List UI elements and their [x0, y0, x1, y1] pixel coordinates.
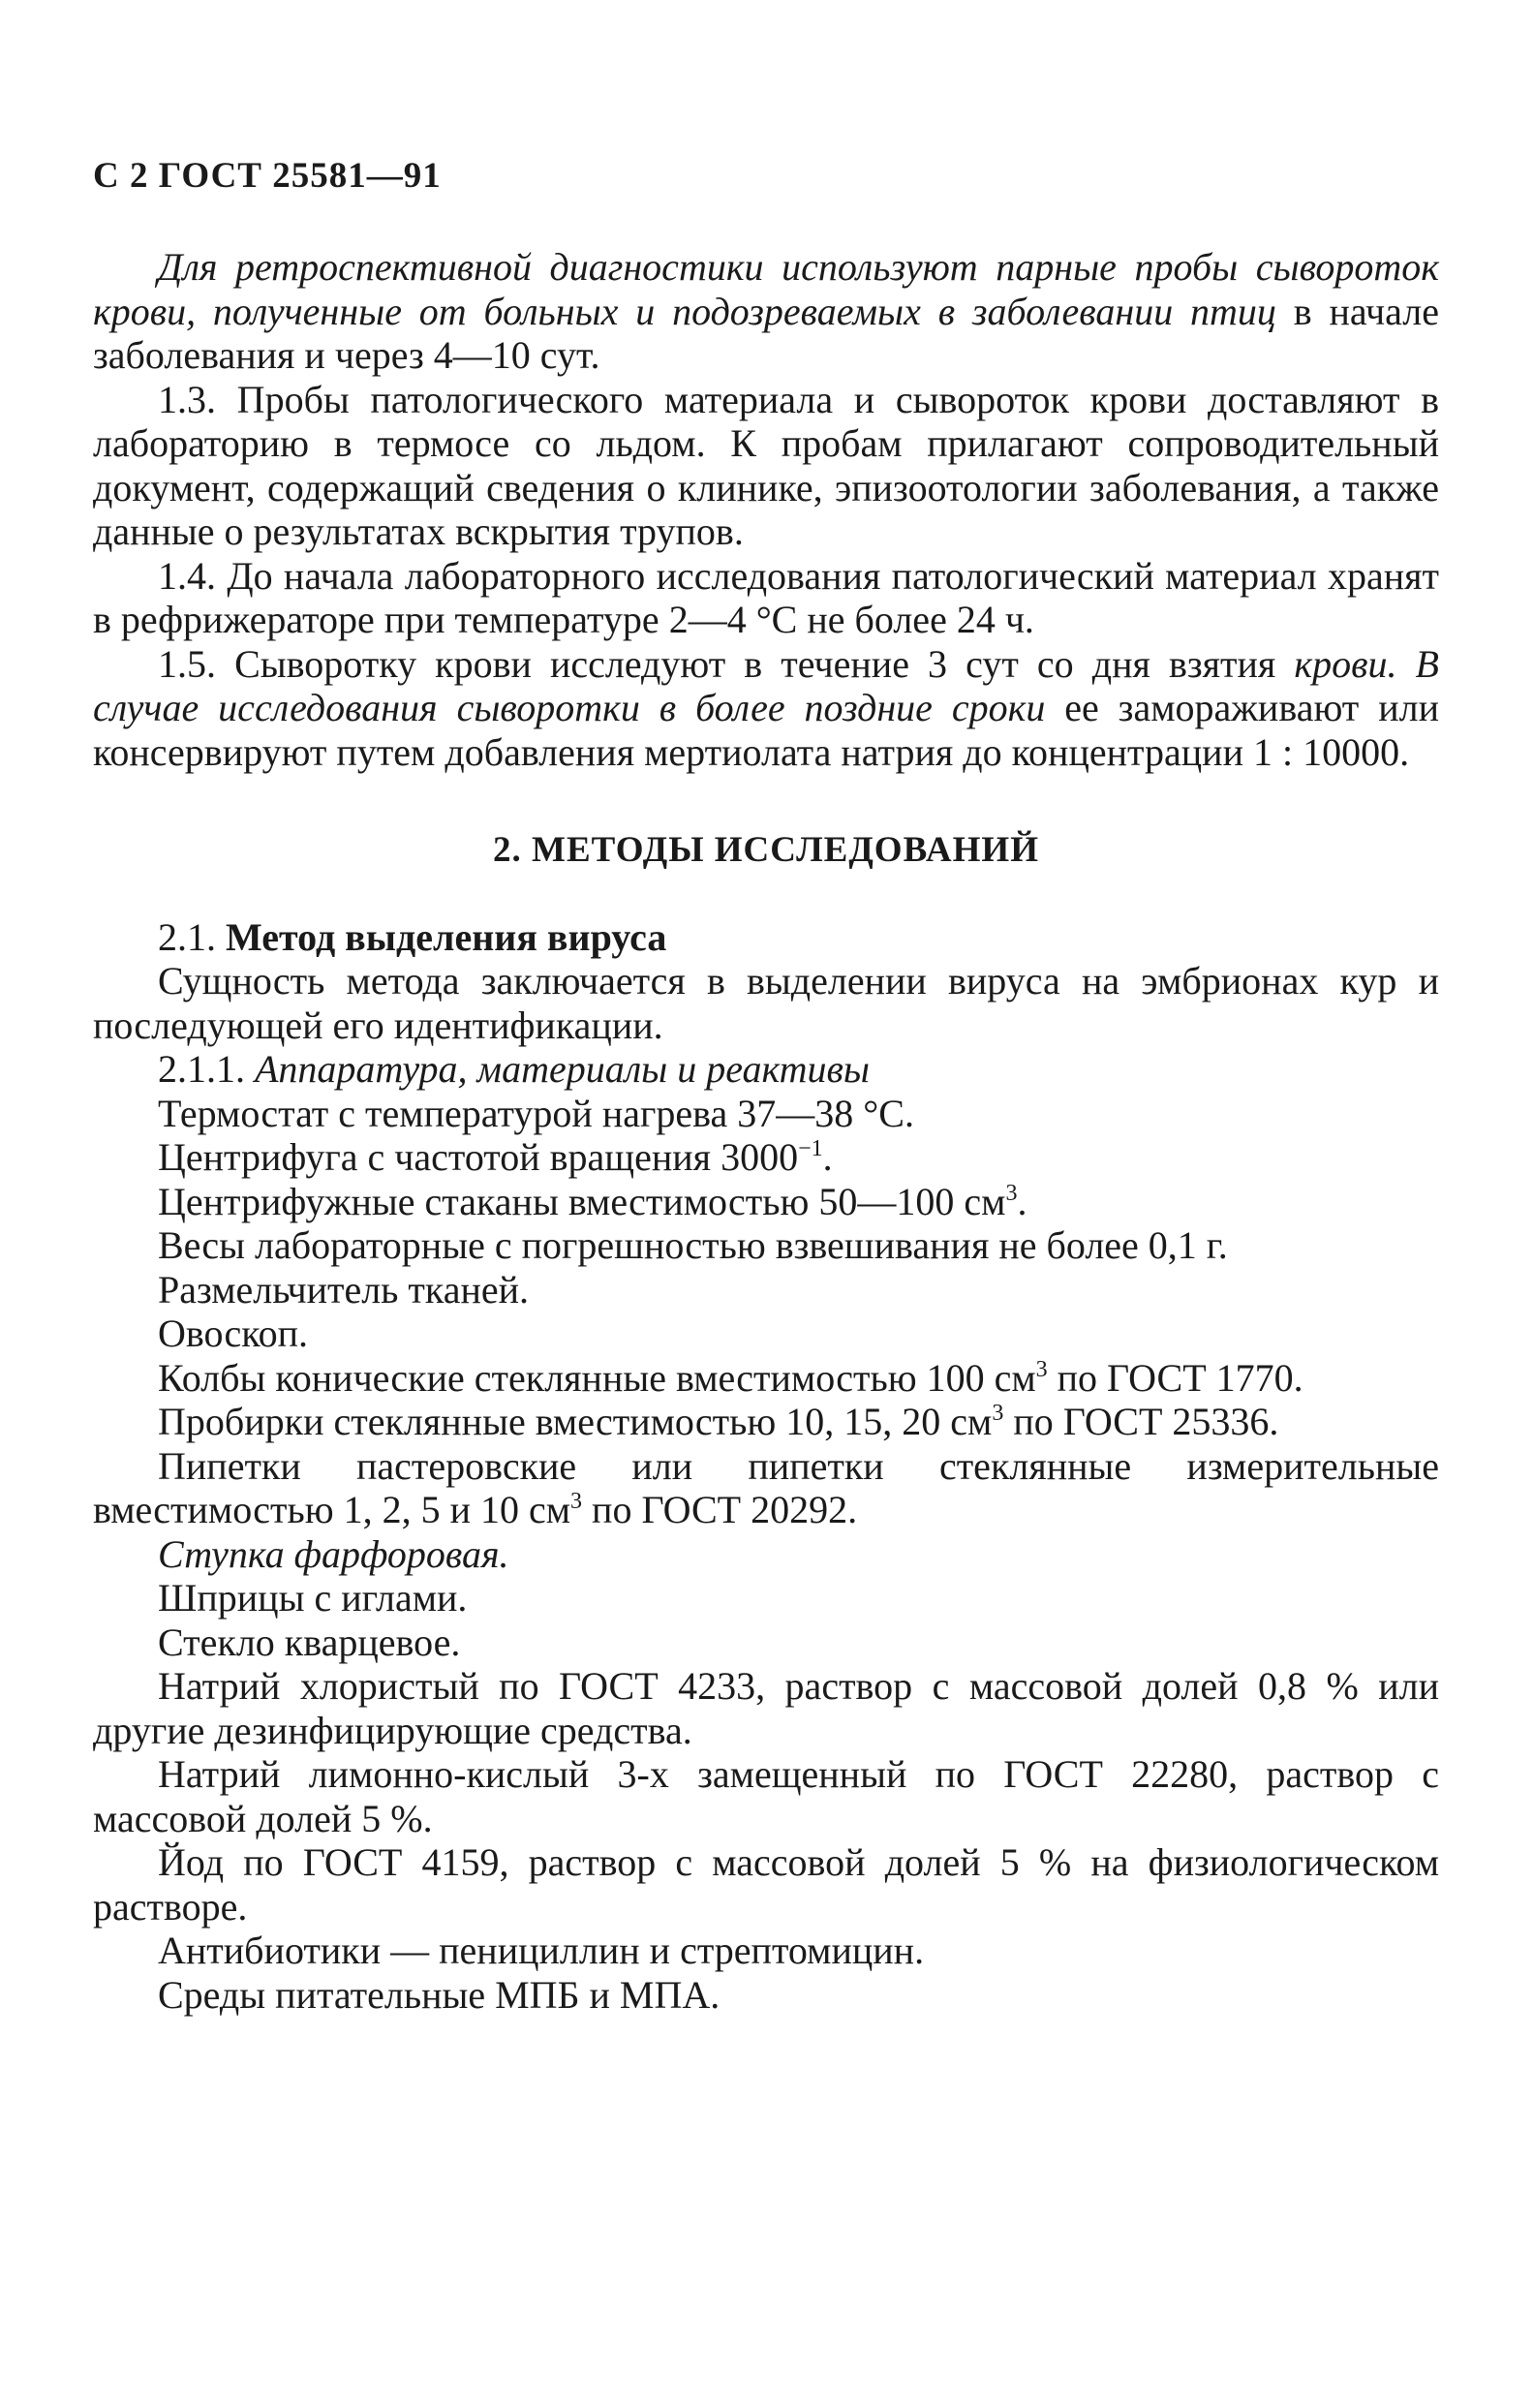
list-item-centrifuge-cups: Центрифужные стаканы вместимостью 50—100 $см^3$.: [158, 1179, 1027, 1223]
paragraph-1-4: 1.4. До начала лабораторного исследования патологический материал хранят в рефрижераторе при температуре 2—4 °С не более 24 ч.: [93, 553, 1439, 641]
list-item-flasks: Колбы конические стеклянные вместимостью 100 $см^3$ по ГОСТ 1770.: [158, 1355, 1303, 1400]
list-item-citrate: Натрий лимонно-кислый 3-х замещенный по ГОСТ 22280, раствор с массовой долей 5 %.: [93, 1752, 1439, 1840]
list-item-mortar: Ступка фарфоровая.: [158, 1531, 509, 1576]
list-item-centrifuge: Центрифуга с частотой вращения $3000^{-1}$.: [158, 1135, 833, 1179]
document-page: [93, 155, 1439, 2017]
section-heading: 2. МЕТОДЫ ИССЛЕДОВАНИЙ: [493, 830, 1039, 870]
list-item-pipettes: Пипетки пастеровские или пипетки стеклянные измерительные вместимостью 1, 2, 5 и 10 $см^3$ по ГОСТ 20292.: [93, 1443, 1439, 1531]
list-item-thermostat: Термостат с температурой нагрева 37—38 °С.: [158, 1091, 914, 1135]
document-body: [93, 245, 1439, 2017]
paragraph-1-5: 1.5. Сыворотку крови исследуют в течение 3 сут со дня взятия крови. В случае исследования сыворотки в более поздние сроки ее замораживают или консервируют путем добавления мертиолата натрия до концентрации 1 : 10000.: [93, 641, 1439, 774]
list-item-ovoscope: Овоскоп.: [158, 1312, 309, 1355]
paragraph-1-3: 1.3. Пробы патологического материала и сывороток крови доставляют в лабораторию в термосе со льдом. К пробам прилагают сопроводительный документ, содержащий сведения о клинике, эпизоотологии заболевания, а также данные о результатах вскрытия трупов.: [93, 377, 1439, 553]
page-header: С 2 ГОСТ 25581—91: [93, 156, 442, 196]
list-item-quartz: Стекло кварцевое.: [158, 1620, 461, 1664]
list-item-tubes: Пробирки стеклянные вместимостью 10, 15, 20 $см^3$ по ГОСТ 25336.: [158, 1400, 1279, 1443]
list-item-nacl: Натрий хлористый по ГОСТ 4233, раствор с массовой долей 0,8 % или другие дезинфицирующие средства.: [93, 1664, 1439, 1752]
paragraph-2-1-1: 2.1.1. Аппаратура, материалы и реактивы: [158, 1047, 870, 1091]
list-item-grinder: Размельчитель тканей.: [158, 1267, 530, 1312]
paragraph-2-1-text: Сущность метода заключается в выделении вируса на эмбрионах кур и последующей его идентификации.: [93, 959, 1439, 1047]
italic-text: крови. В случае исследования сыворотки в более поздние сроки: [93, 641, 1439, 729]
list-item-scales: Весы лабораторные с погрешностью взвешивания не более 0,1 г.: [158, 1223, 1228, 1267]
list-item-iodine: Йод по ГОСТ 4159, раствор с массовой долей 5 % на физиологическом растворе.: [93, 1840, 1439, 1929]
list-item-syringes: Шприцы с иглами.: [158, 1576, 468, 1620]
subsection-title: Метод выделения вируса: [226, 914, 667, 959]
list-item-antibiotics: Антибиотики — пенициллин и стрептомицин.: [158, 1929, 925, 1972]
paragraph-retrospective: Для ретроспективной диагностики используют парные пробы сывороток крови, полученные от больных и подозреваемых в заболевании птиц в начале заболевания и через 4—10 сут.: [93, 245, 1439, 377]
paragraph-2-1: 2.1. Метод выделения вируса: [158, 914, 667, 959]
subsection-title: Аппаратура, материалы и реактивы: [255, 1047, 870, 1091]
list-item-media: Среды питательные МПБ и МПА.: [158, 1972, 721, 2017]
italic-text: Для ретроспективной диагностики используют парные пробы сывороток крови, полученные от больных и подозреваемых в заболевании птиц: [93, 245, 1439, 333]
